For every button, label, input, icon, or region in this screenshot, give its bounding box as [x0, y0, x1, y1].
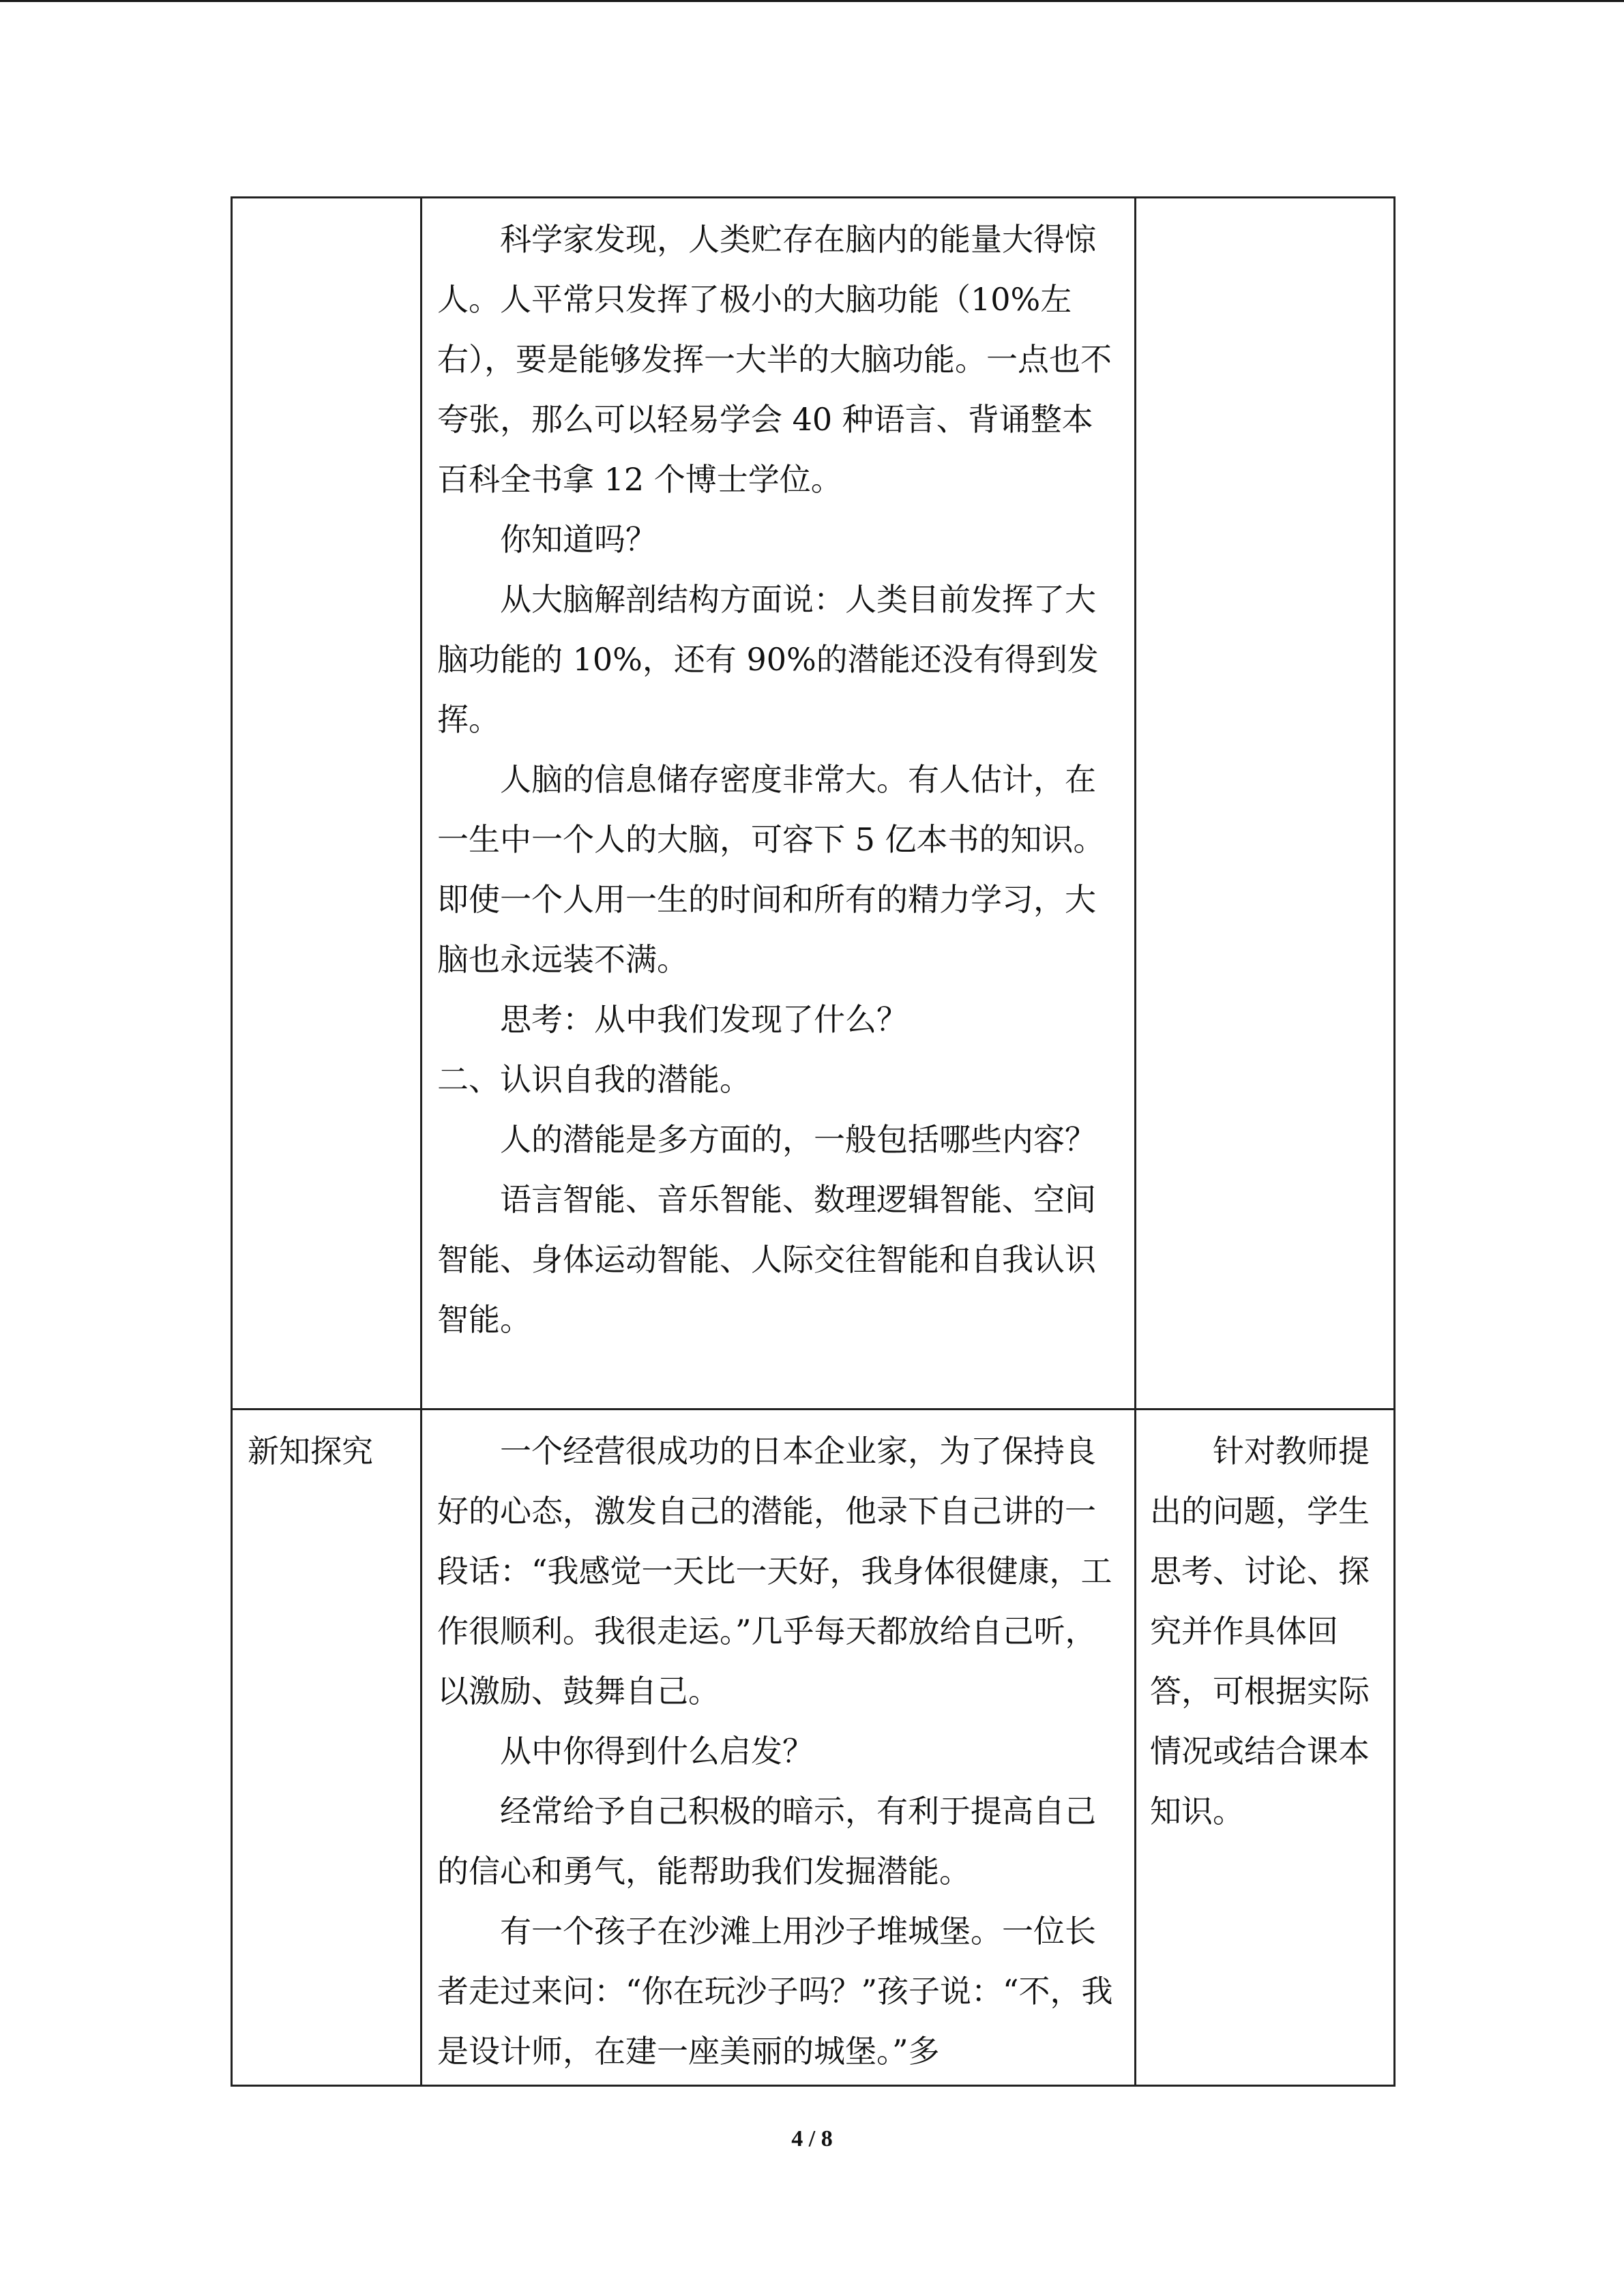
content-paragraph: 语言智能、音乐智能、数理逻辑智能、空间智能、身体运动智能、人际交往智能和自我认识智能。: [437, 1181, 1096, 1338]
table-row: [232, 1410, 1395, 2086]
content-paragraph: 从大脑解剖结构方面说：人类目前发挥了大脑功能的 10%，还有 90%的潜能还没有得到发挥。: [437, 581, 1099, 738]
design-intent-cell: [1136, 1410, 1395, 2086]
teaching-content-cell: [422, 198, 1136, 1410]
content-paragraph: 有一个孩子在沙滩上用沙子堆城堡。一位长者走过来问：“你在玩沙子吗？”孩子说：“不，我是设计师，在建一座美丽的城堡。”多: [437, 1913, 1113, 2070]
note-paragraph: 针对教师提出的问题，学生思考、讨论、探究并作具体回答，可根据实际情况或结合课本知识。: [1150, 1433, 1370, 1830]
content-paragraph: 人脑的信息储存密度非常大。有人估计，在一生中一个人的大脑，可容下 5 亿本书的知识。即使一个人用一生的时间和所有的精力学习，大脑也永远装不满。: [437, 761, 1105, 978]
content-paragraph: 经常给予自己积极的暗示，有利于提高自己的信心和勇气，能帮助我们发掘潜能。: [437, 1793, 1096, 1890]
section-heading: 二、认识自我的潜能。: [437, 1061, 751, 1098]
content-paragraph: 科学家发现，人类贮存在脑内的能量大得惊人。人平常只发挥了极小的大脑功能（10%左右），要是能够发挥一大半的大脑功能。一点也不夸张，那么可以轻易学会 40 种语言、背诵整本百科全书拿 12 个博士学位。: [437, 221, 1112, 498]
content-paragraph: 一个经营很成功的日本企业家，为了保持良好的心态，激发自己的潜能，他录下自己讲的一段话：“我感觉一天比一天好，我身体很健康，工作很顺利。我很走运。”几乎每天都放给自己听，以激励、鼓舞自己。: [437, 1433, 1112, 1710]
page-number: 4 / 8: [791, 2126, 833, 2151]
teaching-content-cell: [422, 1410, 1136, 2086]
lesson-plan-table: [231, 196, 1396, 2087]
stage-label-cell: 新知探究: [232, 1410, 422, 2086]
stage-label-cell: [232, 198, 422, 1410]
content-paragraph: 从中你得到什么启发？: [500, 1733, 814, 1770]
table-row: [232, 198, 1395, 1410]
content-paragraph: 思考：从中我们发现了什么？: [500, 1001, 908, 1038]
design-intent-cell: [1136, 198, 1395, 1410]
page-top-border: [0, 0, 1624, 2]
content-paragraph: 人的潜能是多方面的，一般包括哪些内容？: [500, 1121, 1096, 1158]
content-paragraph: 你知道吗？: [500, 521, 657, 558]
